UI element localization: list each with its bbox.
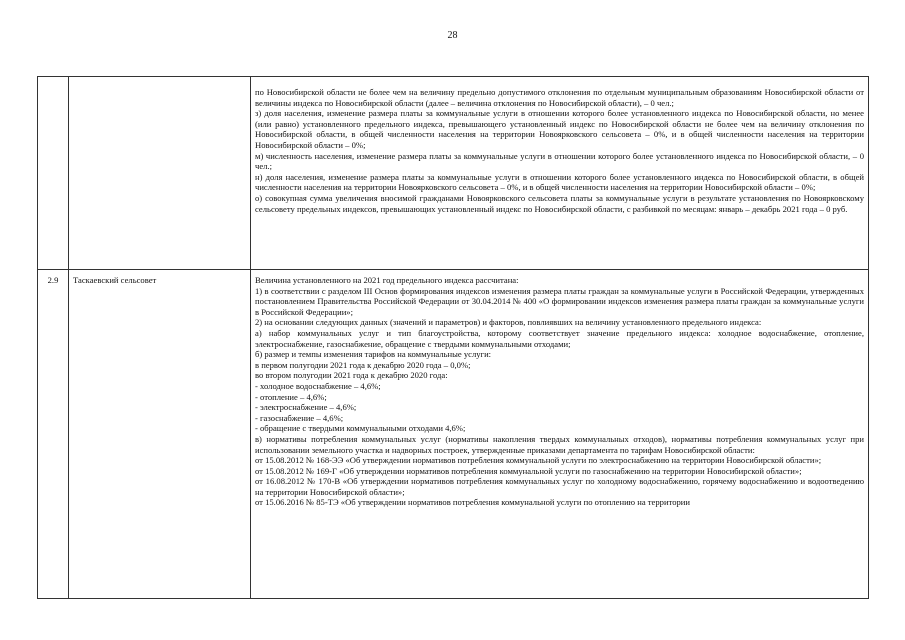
paragraph: о) совокупная сумма увеличения вносимой гражданами Новоярковского сельсовета платы за коммунальные услуги в результате установления по Новоярковскому сельсовету предельных индексов, превышающих установленный индекс по Новосибирской области, с разбивкой по месяцам: январь – декабрь 2021 года – 0 руб. xyxy=(255,192,864,214)
paragraph: - электроснабжение – 4,6%; xyxy=(255,402,357,413)
paragraph: м) численность населения, изменение размера платы за коммунальные услуги в отношении которого более установленного индекса по Новосибирской области, – 0 чел.; xyxy=(255,150,864,172)
municipality-name-cell xyxy=(69,77,251,270)
paragraph: - холодное водоснабжение – 4,6%; xyxy=(255,380,381,391)
paragraph: от 15.06.2016 № 85-ТЭ «Об утверждении нормативов потребления коммунальной услуги по отоплению на территории xyxy=(255,497,690,508)
paragraph: 1) в соответствии с разделом III Основ формирования индексов изменения размера платы граждан за коммунальные услуги в Российской Федерации, утвержденных постановлением Правительства Российской Федерации от 30.04.2014 № 400 «О формировании индексов изменения размера платы граждан за коммунальные услуги в Российской Федерации»; xyxy=(255,285,864,317)
paragraph: з) доля населения, изменение размера платы за коммунальные услуги в отношении которого более установленного индекса по Новосибирской области, но менее (или равно) установленного предельного индекса, превышающего установленный индекс по Новосибирской области не более чем на величину отклонения по Новосибирской области, в общей численности населения на территории Новоярковского сельсовета – 0%, и в общей численности населения на территории Новосибирской области – 0%; xyxy=(255,108,864,150)
paragraph: по Новосибирской области не более чем на величину предельно допустимого отклонения по отдельным муниципальным образованиям Новосибирской области от величины индекса по Новосибирской области (далее – величина отклонения по Новосибирской области), – 0 чел.; xyxy=(255,87,864,108)
paragraph: в первом полугодии 2021 года к декабрю 2020 года – 0,0%; xyxy=(255,359,471,370)
table-row xyxy=(38,270,869,599)
page-number: 28 xyxy=(447,30,458,41)
paragraph: во втором полугодии 2021 года к декабрю 2020 года: xyxy=(255,370,448,381)
paragraph: от 16.08.2012 № 170-В «Об утверждении нормативов потребления коммунальных услуг по холодному водоснабжению, горячему водоснабжению и водоотведению на территории Новосибирской области»; xyxy=(255,476,864,497)
indices-table xyxy=(37,76,869,599)
paragraph: - обращение с твердыми коммунальными отходами 4,6%; xyxy=(255,423,466,434)
calculation-text-cell xyxy=(251,270,869,599)
paragraph: Величина установленного на 2021 год предельного индекса рассчитана: xyxy=(255,275,519,285)
row-number-cell: 2.9 xyxy=(38,270,69,599)
paragraph: а) набор коммунальных услуг и тип благоустройства, которому соответствует значение предельного индекса: холодное водоснабжение, отопление, электроснабжение, газоснабжение, обращение с твердыми коммунальными отходами; xyxy=(255,327,864,349)
row-number-cell xyxy=(38,77,69,270)
table-row xyxy=(38,77,869,270)
municipality-name-cell: Таскаевский сельсовет xyxy=(69,270,251,599)
paragraph: - газоснабжение – 4,6%; xyxy=(255,412,344,423)
paragraph: н) доля населения, изменение размера платы за коммунальные услуги в отношении которого более установленного индекса по Новосибирской области, в общей численности населения на территории Новоярковского сельсовета – 0%, и в общей численности населения на территории Новосибирской области – 0%; xyxy=(255,171,864,193)
paragraph: б) размер и темпы изменения тарифов на коммунальные услуги: xyxy=(255,349,492,360)
paragraph: в) нормативы потребления коммунальных услуг (нормативы накопления твердых коммунальных отходов), нормативы потребления коммунальных услуг при использовании земельного участка и надворных построек, утвержденные приказами департамента по тарифам Новосибирской области: xyxy=(255,433,864,455)
paragraph: от 15.08.2012 № 168-ЭЭ «Об утверждении нормативов потребления коммунальной услуги по электроснабжению на территории Новосибирской области»; xyxy=(255,455,822,466)
paragraph: - отопление – 4,6%; xyxy=(255,391,327,402)
calculation-text-cell xyxy=(251,77,869,270)
paragraph: от 15.08.2012 № 169-Г «Об утверждении нормативов потребления коммунальной услуги по газоснабжению на территории Новосибирской области»; xyxy=(255,465,802,476)
paragraph: 2) на основании следующих данных (значений и параметров) и факторов, повлиявших на величину установленного предельного индекса: xyxy=(255,317,762,328)
